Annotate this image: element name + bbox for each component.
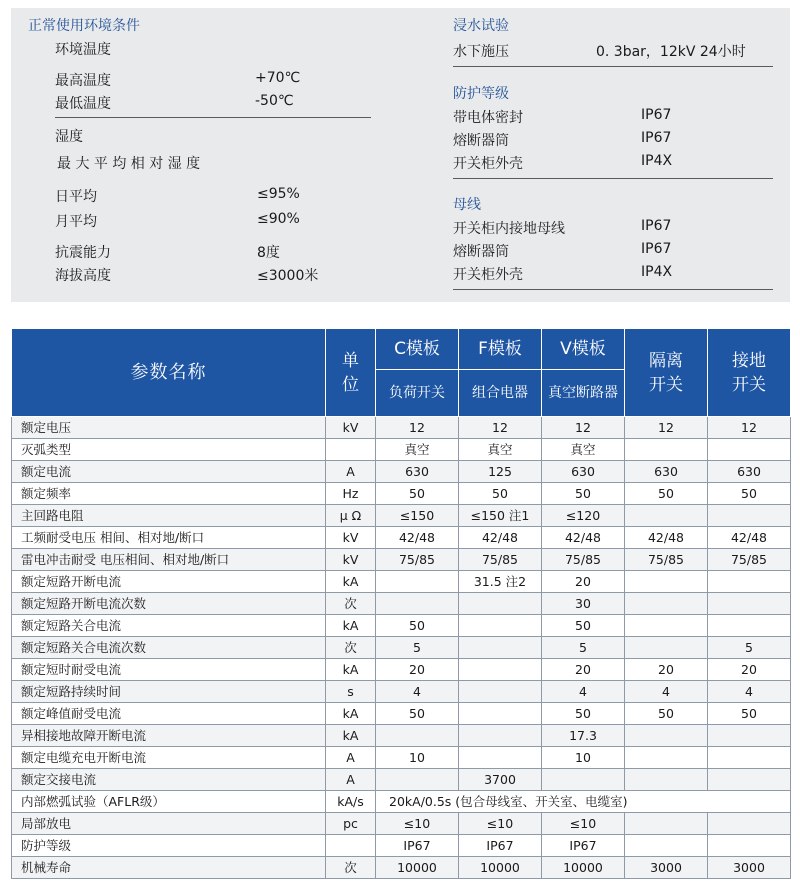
value-cell: [459, 725, 542, 747]
value-cell: [542, 769, 625, 791]
table-row: [12, 439, 791, 461]
unit-cell: kV: [326, 417, 376, 439]
value-cell: 10000: [459, 857, 542, 879]
unit-cell: pc: [326, 813, 376, 835]
unit-cell: s: [326, 681, 376, 703]
param-name-cell: 额定短路关合电流: [12, 615, 326, 637]
value-cell: [625, 835, 708, 857]
value-cell: ≤10: [376, 813, 459, 835]
value-cell: 50: [376, 615, 459, 637]
value-cell: [625, 593, 708, 615]
value-cell: 12: [542, 417, 625, 439]
value-cell: 17.3: [542, 725, 625, 747]
busbar-row-value: IP4X: [641, 264, 673, 280]
env-title: 正常使用环境条件: [28, 18, 140, 34]
unit-cell: μ Ω: [326, 505, 376, 527]
unit-header: 单 位: [326, 329, 376, 417]
c-sub-header: 负荷开关: [376, 370, 459, 417]
unit-cell: A: [326, 747, 376, 769]
value-cell: 50: [708, 703, 791, 725]
daily-value: ≤95%: [257, 186, 300, 202]
value-cell: 630: [542, 461, 625, 483]
value-cell: [625, 615, 708, 637]
value-cell: 42/48: [542, 527, 625, 549]
unit-cell: 次: [326, 637, 376, 659]
param-name-cell: 额定短路开断电流: [12, 571, 326, 593]
param-name-cell: 额定峰值耐受电流: [12, 703, 326, 725]
value-cell: 12: [625, 417, 708, 439]
protection-row-label: 开关柜外壳: [453, 156, 523, 172]
environment-panel: [11, 8, 790, 302]
value-cell: 75/85: [376, 549, 459, 571]
value-cell: 12: [376, 417, 459, 439]
value-cell: 10000: [376, 857, 459, 879]
value-cell: ≤120: [542, 505, 625, 527]
unit-cell: [326, 439, 376, 461]
unit-cell: Hz: [326, 483, 376, 505]
param-name-cell: 额定频率: [12, 483, 326, 505]
table-row: [12, 857, 791, 879]
value-cell: 75/85: [625, 549, 708, 571]
busbar-row-label: 开关柜外壳: [453, 267, 523, 283]
value-cell: 12: [459, 417, 542, 439]
table-row: [12, 835, 791, 857]
value-cell: 4: [542, 681, 625, 703]
table-row: [12, 681, 791, 703]
value-cell: [625, 637, 708, 659]
unit-cell: A: [326, 769, 376, 791]
unit-cell: kA: [326, 725, 376, 747]
value-cell: 630: [708, 461, 791, 483]
min-temp-value: -50℃: [255, 93, 294, 109]
param-name-cell: 额定电压: [12, 417, 326, 439]
value-cell: 50: [625, 483, 708, 505]
value-cell: 10: [376, 747, 459, 769]
max-temp-label: 最高温度: [55, 73, 111, 89]
value-cell: ≤10: [459, 813, 542, 835]
value-cell: 5: [542, 637, 625, 659]
value-cell: [376, 769, 459, 791]
max-avg-humidity-label: 最 大 平 均 相 对 湿 度: [57, 156, 201, 172]
value-cell: 20: [542, 659, 625, 681]
value-cell: [708, 747, 791, 769]
v-sub-header: 真空断路器: [542, 370, 625, 417]
value-cell: 3700: [459, 769, 542, 791]
monthly-value: ≤90%: [257, 211, 300, 227]
table-row: [12, 417, 791, 439]
value-cell: 125: [459, 461, 542, 483]
unit-cell: kA: [326, 571, 376, 593]
value-cell: ≤150: [376, 505, 459, 527]
unit-cell: [326, 835, 376, 857]
table-row: [12, 549, 791, 571]
value-cell: 12: [708, 417, 791, 439]
value-cell: [459, 659, 542, 681]
value-cell: [625, 725, 708, 747]
value-cell: 50: [376, 483, 459, 505]
value-cell: 20: [542, 571, 625, 593]
unit-cell: kV: [326, 527, 376, 549]
divider: [55, 117, 371, 118]
value-cell: [376, 571, 459, 593]
unit-cell: kA: [326, 703, 376, 725]
param-name-header: 参数名称: [12, 329, 326, 417]
value-cell: [459, 615, 542, 637]
unit-cell: kA: [326, 615, 376, 637]
value-cell: [708, 505, 791, 527]
table-row: [12, 791, 791, 813]
table-row: [12, 659, 791, 681]
value-cell: ≤10: [542, 813, 625, 835]
value-cell: 75/85: [708, 549, 791, 571]
value-cell: [708, 439, 791, 461]
value-cell: [625, 769, 708, 791]
param-name-cell: 局部放电: [12, 813, 326, 835]
value-cell: 20: [376, 659, 459, 681]
param-name-cell: 防护等级: [12, 835, 326, 857]
value-cell: [625, 747, 708, 769]
f-module-header: F模板: [459, 329, 542, 370]
busbar-row-value: IP67: [641, 241, 672, 257]
value-cell: 75/85: [542, 549, 625, 571]
v-module-header: V模板: [542, 329, 625, 370]
value-cell: [625, 571, 708, 593]
seismic-value: 8度: [257, 245, 280, 261]
value-cell: 42/48: [708, 527, 791, 549]
table-row: [12, 527, 791, 549]
value-cell: [459, 747, 542, 769]
value-cell: [376, 725, 459, 747]
param-name-cell: 额定交接电流: [12, 769, 326, 791]
daily-label: 日平均: [55, 189, 97, 205]
param-name-cell: 额定电流: [12, 461, 326, 483]
value-cell: 42/48: [459, 527, 542, 549]
value-cell: 3000: [625, 857, 708, 879]
value-cell: [708, 593, 791, 615]
value-cell: [625, 439, 708, 461]
table-row: [12, 813, 791, 835]
param-name-cell: 额定短时耐受电流: [12, 659, 326, 681]
busbar-row-label: 开关柜内接地母线: [453, 221, 565, 237]
value-cell: [376, 593, 459, 615]
value-cell: 真空: [376, 439, 459, 461]
value-cell: [708, 813, 791, 835]
table-row: [12, 747, 791, 769]
value-cell: 50: [708, 483, 791, 505]
humidity-label: 湿度: [55, 129, 83, 145]
value-cell: 31.5 注2: [459, 571, 542, 593]
value-cell: 30: [542, 593, 625, 615]
altitude-label: 海拔高度: [55, 268, 111, 284]
value-cell: 4: [708, 681, 791, 703]
value-cell: 42/48: [625, 527, 708, 549]
value-cell: ≤150 注1: [459, 505, 542, 527]
value-cell: 50: [542, 483, 625, 505]
value-cell: 10: [542, 747, 625, 769]
table-row: [12, 725, 791, 747]
table-row: [12, 703, 791, 725]
value-cell: [625, 813, 708, 835]
value-cell: 5: [376, 637, 459, 659]
value-cell: 50: [376, 703, 459, 725]
unit-cell: kA/s: [326, 791, 376, 813]
param-name-cell: 雷电冲击耐受 电压相间、相对地/断口: [12, 549, 326, 571]
protection-row-value: IP4X: [641, 153, 673, 169]
immersion-title: 浸水试验: [453, 18, 509, 34]
table-row: [12, 571, 791, 593]
earthing-header: 接地 开关: [708, 329, 791, 417]
protection-row-value: IP67: [641, 107, 672, 123]
value-cell: 20: [708, 659, 791, 681]
table-row: [12, 505, 791, 527]
value-cell: 50: [542, 615, 625, 637]
value-cell: 630: [625, 461, 708, 483]
env-temp-label: 环境温度: [55, 42, 111, 58]
seismic-label: 抗震能力: [55, 245, 111, 261]
value-cell: 真空: [542, 439, 625, 461]
value-cell: [708, 615, 791, 637]
value-cell: 630: [376, 461, 459, 483]
f-sub-header: 组合电器: [459, 370, 542, 417]
value-cell: [459, 637, 542, 659]
value-cell: IP67: [542, 835, 625, 857]
param-name-cell: 主回路电阻: [12, 505, 326, 527]
value-cell: IP67: [459, 835, 542, 857]
protection-row-value: IP67: [641, 130, 672, 146]
busbar-row-label: 熔断器筒: [453, 244, 509, 260]
unit-cell: kA: [326, 659, 376, 681]
table-row: [12, 769, 791, 791]
protection-row-label: 带电体密封: [453, 110, 523, 126]
param-name-cell: 内部燃弧试验（AFLR级）: [12, 791, 326, 813]
parameter-table: [11, 328, 791, 879]
value-cell: 50: [542, 703, 625, 725]
value-cell: [459, 703, 542, 725]
altitude-value: ≤3000米: [257, 268, 319, 284]
param-name-cell: 异相接地故障开断电流: [12, 725, 326, 747]
unit-cell: A: [326, 461, 376, 483]
param-name-cell: 工频耐受电压 相间、相对地/断口: [12, 527, 326, 549]
divider: [453, 66, 773, 67]
value-cell: 75/85: [459, 549, 542, 571]
divider: [453, 178, 773, 179]
value-cell: [708, 725, 791, 747]
isolator-header: 隔离 开关: [625, 329, 708, 417]
value-cell: 3000: [708, 857, 791, 879]
table-row: [12, 593, 791, 615]
aflr-value-cell: 20kA/0.5s (包合母线室、开关室、电缆室): [376, 791, 791, 813]
table-row: [12, 615, 791, 637]
param-name-cell: 灭弧类型: [12, 439, 326, 461]
value-cell: [459, 681, 542, 703]
value-cell: [708, 835, 791, 857]
value-cell: [625, 505, 708, 527]
value-cell: 真空: [459, 439, 542, 461]
value-cell: 5: [708, 637, 791, 659]
param-name-cell: 额定短路关合电流次数: [12, 637, 326, 659]
value-cell: [708, 571, 791, 593]
unit-cell: 次: [326, 857, 376, 879]
min-temp-label: 最低温度: [55, 96, 111, 112]
c-module-header: C模板: [376, 329, 459, 370]
unit-cell: kV: [326, 549, 376, 571]
value-cell: 10000: [542, 857, 625, 879]
value-cell: 20: [625, 659, 708, 681]
max-temp-value: +70℃: [255, 70, 301, 86]
immersion-value: 0. 3bar，12kV 24小时: [596, 44, 746, 60]
unit-cell: 次: [326, 593, 376, 615]
param-name-cell: 额定短路开断电流次数: [12, 593, 326, 615]
value-cell: [459, 593, 542, 615]
protection-row-label: 熔断器筒: [453, 133, 509, 149]
value-cell: 4: [625, 681, 708, 703]
table-row: [12, 483, 791, 505]
divider: [453, 289, 773, 290]
value-cell: IP67: [376, 835, 459, 857]
table-row: [12, 461, 791, 483]
param-name-cell: 机械寿命: [12, 857, 326, 879]
value-cell: 42/48: [376, 527, 459, 549]
immersion-label: 水下施压: [453, 44, 509, 60]
param-name-cell: 额定短路持续时间: [12, 681, 326, 703]
monthly-label: 月平均: [55, 214, 97, 230]
value-cell: 4: [376, 681, 459, 703]
value-cell: 50: [459, 483, 542, 505]
value-cell: 50: [625, 703, 708, 725]
param-name-cell: 额定电缆充电开断电流: [12, 747, 326, 769]
busbar-row-value: IP67: [641, 218, 672, 234]
busbar-title: 母线: [453, 197, 481, 213]
value-cell: [708, 769, 791, 791]
table-row: [12, 637, 791, 659]
protection-title: 防护等级: [453, 86, 509, 102]
